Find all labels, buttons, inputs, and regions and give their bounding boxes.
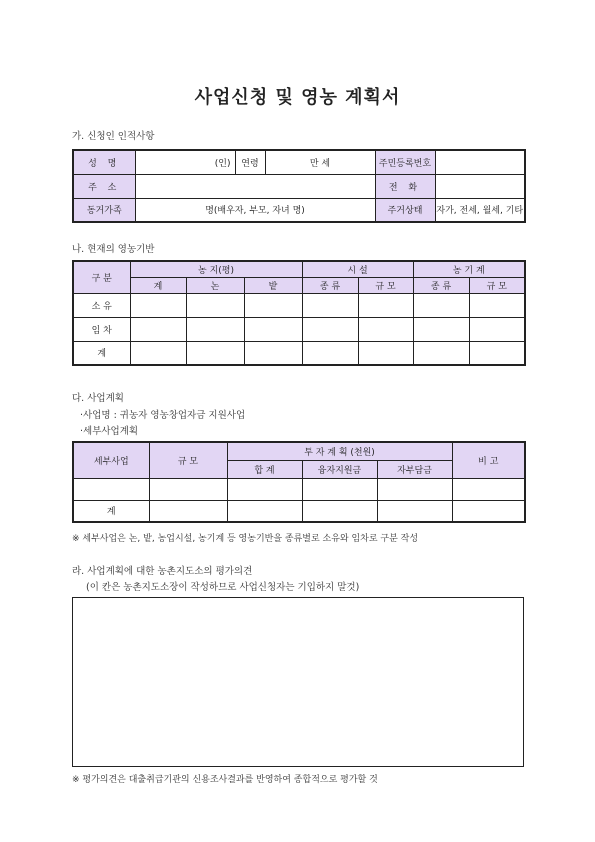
project-name-line: ·사업명 : 귀농자 영농창업자금 지원사업	[80, 410, 246, 421]
table-cell[interactable]	[377, 478, 452, 500]
sum-subheader: 합 계	[227, 460, 302, 478]
table-cell[interactable]	[413, 341, 469, 365]
name-input-seal[interactable]: (인)	[135, 150, 235, 174]
evaluation-opinion-box[interactable]	[72, 597, 524, 767]
phone-input[interactable]	[435, 174, 525, 198]
table-cell[interactable]	[469, 317, 525, 341]
name-label: 성 명	[73, 150, 135, 174]
table-cell[interactable]	[413, 293, 469, 317]
table-cell[interactable]	[130, 341, 186, 365]
housing-label: 주거상태	[375, 198, 435, 222]
subheader-facility-scale: 규 모	[358, 277, 413, 293]
table-cell[interactable]	[149, 500, 227, 522]
document-title: 사업신청 및 영농 계획서	[194, 87, 401, 108]
family-input[interactable]: 명(배우자, 부모, 자녀 명)	[135, 198, 375, 222]
subheader-field: 밭	[244, 277, 302, 293]
table-cell[interactable]	[469, 341, 525, 365]
table-cell[interactable]	[358, 317, 413, 341]
table-cell[interactable]	[302, 317, 358, 341]
subheader-total: 계	[130, 277, 186, 293]
address-input[interactable]	[135, 174, 375, 198]
table-cell[interactable]	[244, 341, 302, 365]
project-plan-table	[72, 441, 526, 523]
sub-project-note: ※ 세부사업은 논, 밭, 농업시설, 농기계 등 영농기반을 종류별로 소유와 임차로 구분 작성	[72, 534, 419, 544]
section-ga-heading: 가. 신청인 인적사항	[72, 131, 155, 142]
table-cell[interactable]	[244, 293, 302, 317]
table-cell[interactable]	[244, 317, 302, 341]
facility-header: 시 설	[302, 261, 413, 277]
table-cell[interactable]	[302, 341, 358, 365]
self-funding-subheader: 자부담금	[377, 460, 452, 478]
subheader-machine-type: 종 류	[413, 277, 469, 293]
investment-header: 투 자 계 획 (천원)	[227, 442, 452, 460]
detail-plan-label: ·세부사업계획	[80, 426, 139, 437]
family-label: 동거가족	[73, 198, 135, 222]
total-row-label: 계	[73, 500, 149, 522]
subheader-facility-type: 종 류	[302, 277, 358, 293]
row-label-total: 계	[73, 341, 130, 365]
table-cell[interactable]	[302, 478, 377, 500]
table-cell[interactable]	[452, 478, 525, 500]
category-header: 구 분	[73, 261, 130, 293]
farmland-header: 농 지(평)	[130, 261, 302, 277]
age-label: 연령	[235, 150, 265, 174]
table-cell[interactable]	[227, 478, 302, 500]
table-cell[interactable]	[469, 293, 525, 317]
section-ra-heading: 라. 사업계획에 대한 농촌지도소의 평가의견	[72, 566, 253, 577]
subheader-machine-scale: 규 모	[469, 277, 525, 293]
table-cell[interactable]	[130, 293, 186, 317]
subheader-paddy: 논	[186, 277, 244, 293]
age-input[interactable]: 만 세	[265, 150, 375, 174]
table-cell[interactable]	[73, 478, 149, 500]
machine-header: 농 기 계	[413, 261, 525, 277]
evaluation-note: ※ 평가의견은 대출취급기관의 신용조사결과를 반영하여 종합적으로 평가할 것	[72, 775, 378, 785]
table-cell[interactable]	[130, 317, 186, 341]
table-cell[interactable]	[452, 500, 525, 522]
row-label-leased: 임 차	[73, 317, 130, 341]
table-cell[interactable]	[186, 317, 244, 341]
table-cell[interactable]	[302, 293, 358, 317]
table-cell[interactable]	[186, 293, 244, 317]
table-cell[interactable]	[186, 341, 244, 365]
scale-header: 규 모	[149, 442, 227, 478]
loan-subheader: 융자지원금	[302, 460, 377, 478]
table-cell[interactable]	[377, 500, 452, 522]
table-cell[interactable]	[149, 478, 227, 500]
section-ra-subheading: (이 칸은 농촌지도소장이 작성하므로 사업신청자는 기입하지 말것)	[86, 582, 360, 593]
table-cell[interactable]	[358, 293, 413, 317]
farming-base-table	[72, 260, 526, 366]
address-label: 주 소	[73, 174, 135, 198]
housing-input[interactable]: 자가, 전세, 월세, 기타	[435, 198, 525, 222]
resident-id-input[interactable]	[435, 150, 525, 174]
phone-label: 전 화	[375, 174, 435, 198]
table-cell[interactable]	[302, 500, 377, 522]
remarks-header: 비 고	[452, 442, 525, 478]
section-da-heading: 다. 사업계획	[72, 393, 124, 404]
table-cell[interactable]	[358, 341, 413, 365]
resident-id-label: 주민등록번호	[375, 150, 435, 174]
row-label-owned: 소 유	[73, 293, 130, 317]
section-na-heading: 나. 현재의 영농기반	[72, 244, 155, 255]
sub-project-header: 세부사업	[73, 442, 149, 478]
table-cell[interactable]	[413, 317, 469, 341]
applicant-info-table	[72, 149, 526, 223]
table-cell[interactable]	[227, 500, 302, 522]
